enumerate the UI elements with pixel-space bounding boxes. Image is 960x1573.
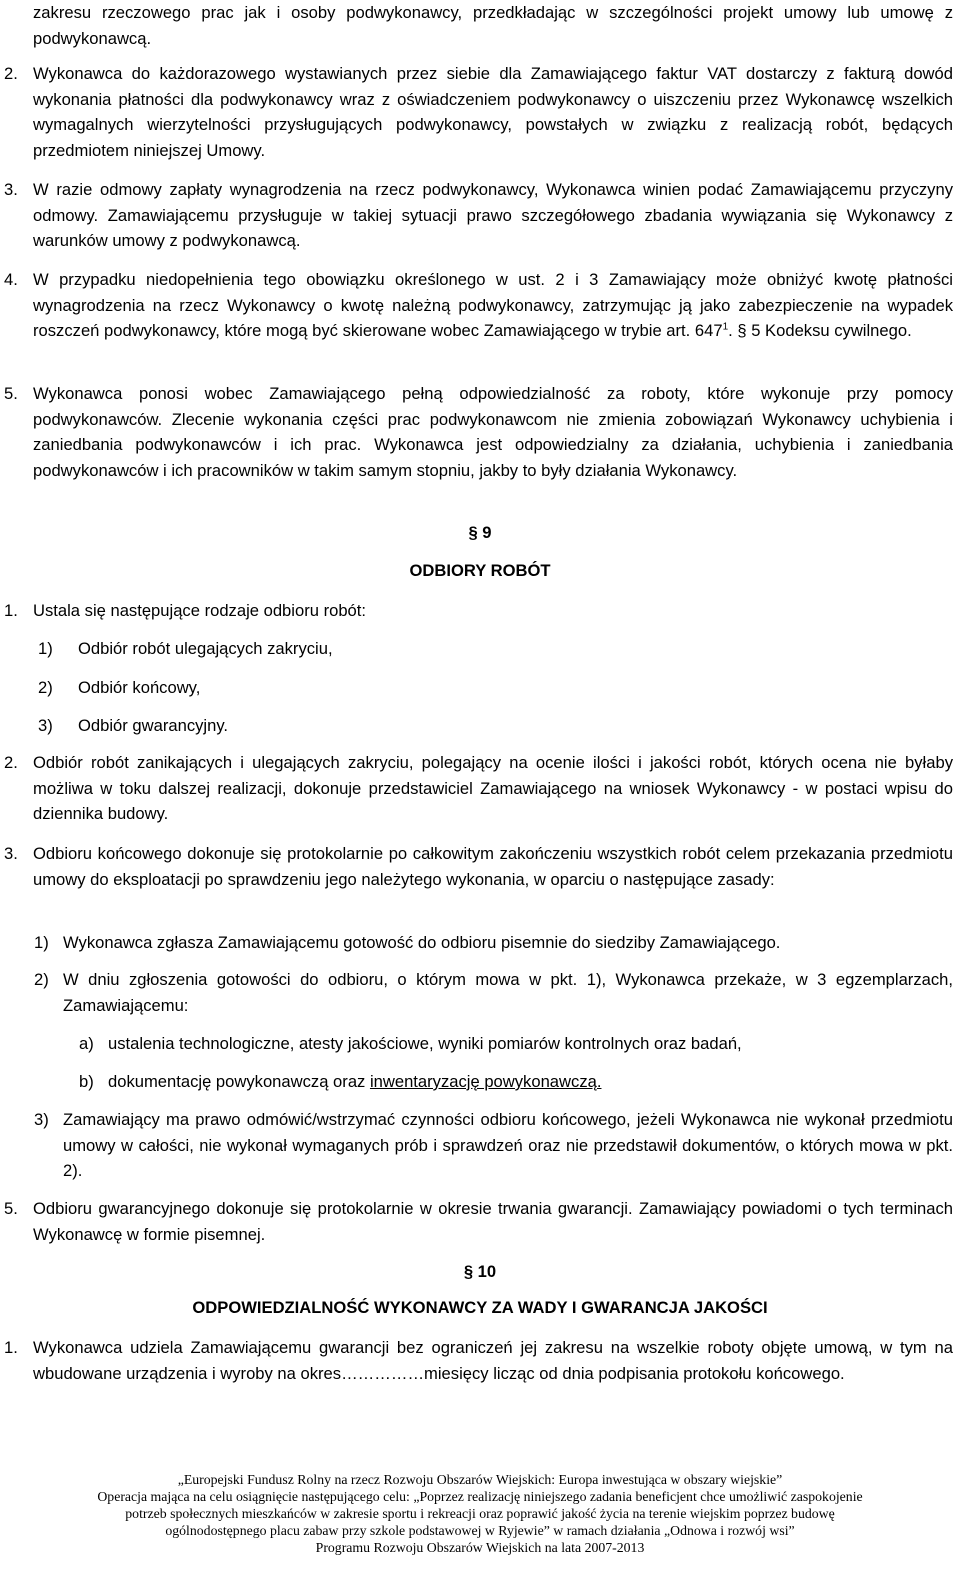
item-text: Odbioru końcowego dokonuje się protokolarnie po całkowitym zakończeniu wszystkich robót celem przekazania przedmiotu umowy do eksploatacji po sprawdzeniu jego należytego wykonania, w oparciu o następujące zasady: [33,844,953,889]
item-number: 3) [34,1110,49,1129]
item-text: Wykonawca zgłasza Zamawiającemu gotowość do odbioru pisemnie do siedziby Zamawiającego. [63,933,781,952]
item-text: Odbiór końcowy, [78,678,201,697]
item-number: 3. [4,180,18,199]
item-number: 1. [4,1338,18,1357]
item-number: 3) [38,716,53,735]
footer-line-3 [0,1505,960,1522]
section8-item-3 [4,177,953,254]
footer-line-1 [0,1471,960,1488]
item-number: 1) [34,933,49,952]
section9-sign [0,523,960,543]
section9-item-2 [4,750,953,827]
item-number: 2. [4,64,18,83]
item-text: dokumentację powykonawczą oraz [108,1072,370,1091]
item-text: Wykonawca udziela Zamawiającemu gwarancji bez ograniczeń jej zakresu na wszelkie roboty objęte umową, w tym na wbudowane urządzenia i wyroby na okres……………miesięcy licząc od dnia podpisania protokołu końcowego. [33,1338,953,1383]
item-number: a) [79,1034,94,1053]
footer-text: potrzeb społecznych mieszkańców w zakresie sportu i rekreacji oraz poprawić jakość życia na terenie wiejskim poprzez budowę [125,1506,835,1521]
section-title-text: ODBIORY ROBÓT [409,561,551,580]
item-number: 2. [4,753,18,772]
item-text: Zamawiający ma prawo odmówić/wstrzymać czynności odbioru końcowego, jeżeli Wykonawca nie wykonał przedmiotu umowy w całości, nie wykonał wymaganych prób i sprawdzeń oraz nie przedstawił dokumentów, o których mowa w pkt. 2). [63,1110,953,1181]
handover-doc-b [79,1069,953,1095]
receipt-type-1 [38,636,938,662]
item-text: W dniu zgłoszenia gotowości do odbioru, o którym mowa w pkt. 1), Wykonawca przekaże, w 3 egzemplarzach, Zamawiającemu: [63,970,953,1015]
item-number: 1) [38,639,53,658]
footer-line-5 [0,1539,960,1556]
handover-doc-a [79,1031,953,1057]
item-text-tail: . § 5 Kodeksu cywilnego. [728,321,912,341]
item-text: W przypadku niedopełnienia tego obowiązku określonego w ust. 2 i 3 Zamawiający może obniżyć kwotę płatności wynagrodzenia na rzecz Wykonawcy o kwotę należną podwykonawcy, zatrzymując ją jako zabezpieczenie na wypadek roszczeń podwykonawcy, które mogą być skierowane wobec Zamawiającego w trybie art. 647 [33,270,953,341]
item-text: Odbiór robót ulegających zakryciu, [78,639,333,658]
underlined-text: inwentaryzację powykonawczą. [369,1072,602,1091]
footer-text: Programu Rozwoju Obszarów Wiejskich na lata 2007-2013 [315,1540,645,1555]
receipt-type-3 [38,713,938,739]
item-number: 5. [4,384,18,403]
footer-text: Operacja mająca na celu osiągnięcie następującego celu: „Poprzez realizację niniejszego zadania beneficjent chce umożliwić zaspokojenie [97,1489,863,1504]
item-number: 1. [4,601,18,620]
item-text: W razie odmowy zapłaty wynagrodzenia na rzecz podwykonawcy, Wykonawca winien podać Zamawiającemu przyczyny odmowy. Zamawiającemu przysługuje w takiej sytuacji prawo szczegółowego zbadania wywiązania się Wykonawcy z warunków umowy z podwykonawcą. [33,180,953,251]
section8-item-2 [4,61,953,164]
section-sign-text: § 9 [468,523,492,542]
item-number: 5. [4,1199,18,1218]
section-sign-text: § 10 [463,1262,497,1281]
item-number: b) [79,1072,94,1091]
item-number: 4. [4,270,18,289]
section8-item-5 [4,381,953,484]
section9-item-3 [4,841,953,892]
item-text: Odbiór robót zanikających i ulegających zakryciu, polegający na ocenie ilości i jakości robót, których ocena nie byłaby możliwa w toku dalszej realizacji, dokonuje przedstawiciel Zamawiającego na wniosek Wykonawcy - w postaci wpisu do dziennika budowy. [33,753,953,824]
final-receipt-rule-3 [34,1107,953,1184]
footer-line-4 [0,1522,960,1539]
section9-item-5 [4,1196,953,1247]
item-text: Ustala się następujące rodzaje odbioru robót: [33,601,367,620]
top-fragment-text: zakresu rzeczowego prac jak i osoby podwykonawcy, przedkładając w szczególności projekt umowy lub umowę z podwykonawcą. [33,3,953,48]
item-text: ustalenia technologiczne, atesty jakościowe, wyniki pomiarów kontrolnych oraz badań, [108,1034,742,1053]
section10-title [0,1298,960,1318]
section9-title [0,561,960,581]
section10-item-1 [4,1335,953,1386]
section10-sign [0,1262,960,1282]
item-number: 3. [4,844,18,863]
footer-text: ogólnodostępnego placu zabaw przy szkole podstawowej w Ryjewie” w ramach działania „Odnowa i rozwój wsi” [165,1523,795,1538]
receipt-type-2 [38,675,938,701]
item-text: Odbioru gwarancyjnego dokonuje się protokolarnie w okresie trwania gwarancji. Zamawiający powiadomi o tych terminach Wykonawcę w formie pisemnej. [33,1199,953,1244]
item-text: Odbiór gwarancyjny. [78,716,229,735]
footer-line-2 [0,1488,960,1505]
footer-text: „Europejski Fundusz Rolny na rzecz Rozwoju Obszarów Wiejskich: Europa inwestująca w obszary wiejskie” [177,1472,783,1487]
section8-item-4 [4,267,953,344]
item-text: Wykonawca ponosi wobec Zamawiającego pełną odpowiedzialność za roboty, które wykonuje przy pomocy podwykonawców. Zlecenie wykonania części prac podwykonawcom nie zmienia zobowiązań Wykonawcy uchybienia i zaniedbania podwykonawców i ich prac. Wykonawca jest odpowiedzialny za działania, uchybienia i zaniedbania podwykonawców i ich pracowników w takim samym stopniu, jakby to były działania Wykonawcy. [33,384,953,481]
top-fragment [33,0,953,51]
section-title-text: ODPOWIEDZIALNOŚĆ WYKONAWCY ZA WADY I GWARANCJA JAKOŚCI [192,1298,768,1317]
superscript: 1 [722,321,729,333]
item-number: 2) [38,678,53,697]
section9-item-1 [4,598,953,624]
item-text: Wykonawca do każdorazowego wystawianych przez siebie dla Zamawiającego faktur VAT dostarczy z fakturą dowód wykonania płatności dla podwykonawcy wraz z oświadczeniem podwykonawcy o uiszczeniu przez Wykonawcę wszelkich wymagalnych wierzytelności przysługujących podwykonawcy, powstałych w związku z realizacją robót, będących przedmiotem niniejszej Umowy. [33,64,953,161]
final-receipt-rule-1 [34,930,953,956]
item-number: 2) [34,970,49,989]
final-receipt-rule-2 [34,967,953,1018]
